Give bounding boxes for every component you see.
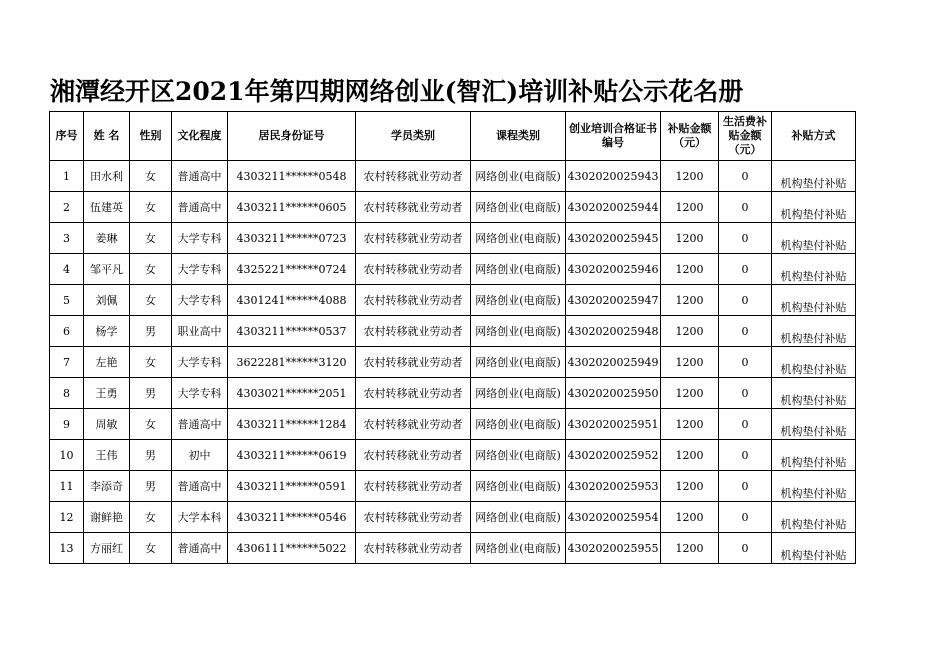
cell-id-number: 4303211******0723 <box>228 223 356 254</box>
cell-student-type: 农村转移就业劳动者 <box>356 161 471 192</box>
header-certificate-number: 创业培训合格证书编号 <box>566 112 661 161</box>
cell-index: 5 <box>50 285 84 316</box>
cell-living-subsidy: 0 <box>719 347 772 378</box>
cell-student-type: 农村转移就业劳动者 <box>356 502 471 533</box>
cell-living-subsidy: 0 <box>719 533 772 564</box>
cell-certificate-number: 4302020025946 <box>566 254 661 285</box>
cell-subsidy-amount: 1200 <box>661 347 719 378</box>
cell-subsidy-amount: 1200 <box>661 409 719 440</box>
cell-id-number: 4301241******4088 <box>228 285 356 316</box>
cell-subsidy-method: 机构垫付补贴 <box>772 316 856 347</box>
cell-index: 1 <box>50 161 84 192</box>
cell-id-number: 4303211******0546 <box>228 502 356 533</box>
cell-living-subsidy: 0 <box>719 223 772 254</box>
cell-education: 大学专科 <box>172 254 228 285</box>
cell-index: 2 <box>50 192 84 223</box>
cell-gender: 女 <box>130 502 172 533</box>
cell-student-type: 农村转移就业劳动者 <box>356 440 471 471</box>
cell-index: 11 <box>50 471 84 502</box>
header-subsidy-amount: 补贴金额（元） <box>661 112 719 161</box>
cell-id-number: 4303211******0591 <box>228 471 356 502</box>
cell-student-type: 农村转移就业劳动者 <box>356 223 471 254</box>
cell-education: 大学本科 <box>172 502 228 533</box>
roster-table <box>49 111 856 564</box>
cell-gender: 女 <box>130 161 172 192</box>
table-row <box>50 254 856 285</box>
cell-certificate-number: 4302020025952 <box>566 440 661 471</box>
cell-course-type: 网络创业(电商版) <box>471 254 566 285</box>
cell-living-subsidy: 0 <box>719 254 772 285</box>
cell-certificate-number: 4302020025955 <box>566 533 661 564</box>
cell-id-number: 4303211******0537 <box>228 316 356 347</box>
cell-student-type: 农村转移就业劳动者 <box>356 285 471 316</box>
cell-id-number: 4303021******2051 <box>228 378 356 409</box>
header-id-number: 居民身份证号 <box>228 112 356 161</box>
cell-living-subsidy: 0 <box>719 502 772 533</box>
table-row <box>50 285 856 316</box>
cell-subsidy-method: 机构垫付补贴 <box>772 409 856 440</box>
cell-education: 大学专科 <box>172 223 228 254</box>
cell-index: 6 <box>50 316 84 347</box>
cell-course-type: 网络创业(电商版) <box>471 347 566 378</box>
cell-course-type: 网络创业(电商版) <box>471 223 566 254</box>
cell-name: 王勇 <box>84 378 130 409</box>
cell-subsidy-amount: 1200 <box>661 192 719 223</box>
cell-education: 普通高中 <box>172 471 228 502</box>
cell-subsidy-method: 机构垫付补贴 <box>772 192 856 223</box>
cell-education: 大学专科 <box>172 347 228 378</box>
cell-gender: 男 <box>130 440 172 471</box>
cell-index: 8 <box>50 378 84 409</box>
cell-course-type: 网络创业(电商版) <box>471 378 566 409</box>
cell-education: 普通高中 <box>172 192 228 223</box>
cell-index: 10 <box>50 440 84 471</box>
cell-gender: 女 <box>130 254 172 285</box>
cell-course-type: 网络创业(电商版) <box>471 161 566 192</box>
cell-subsidy-amount: 1200 <box>661 440 719 471</box>
cell-education: 普通高中 <box>172 409 228 440</box>
cell-gender: 女 <box>130 533 172 564</box>
cell-course-type: 网络创业(电商版) <box>471 316 566 347</box>
cell-subsidy-method: 机构垫付补贴 <box>772 254 856 285</box>
header-education: 文化程度 <box>172 112 228 161</box>
cell-living-subsidy: 0 <box>719 316 772 347</box>
header-row <box>50 112 856 161</box>
cell-student-type: 农村转移就业劳动者 <box>356 471 471 502</box>
cell-name: 周敏 <box>84 409 130 440</box>
cell-student-type: 农村转移就业劳动者 <box>356 533 471 564</box>
header-subsidy-method: 补贴方式 <box>772 112 856 161</box>
cell-gender: 女 <box>130 192 172 223</box>
cell-course-type: 网络创业(电商版) <box>471 471 566 502</box>
cell-education: 大学专科 <box>172 378 228 409</box>
cell-living-subsidy: 0 <box>719 409 772 440</box>
cell-index: 12 <box>50 502 84 533</box>
cell-living-subsidy: 0 <box>719 440 772 471</box>
cell-subsidy-method: 机构垫付补贴 <box>772 502 856 533</box>
table-row <box>50 533 856 564</box>
cell-education: 职业高中 <box>172 316 228 347</box>
cell-student-type: 农村转移就业劳动者 <box>356 192 471 223</box>
cell-name: 王伟 <box>84 440 130 471</box>
cell-subsidy-amount: 1200 <box>661 471 719 502</box>
cell-id-number: 4303211******1284 <box>228 409 356 440</box>
cell-id-number: 4306111******5022 <box>228 533 356 564</box>
cell-certificate-number: 4302020025953 <box>566 471 661 502</box>
cell-living-subsidy: 0 <box>719 471 772 502</box>
roster-body <box>50 161 856 564</box>
cell-name: 李添奇 <box>84 471 130 502</box>
cell-id-number: 4303211******0605 <box>228 192 356 223</box>
cell-course-type: 网络创业(电商版) <box>471 409 566 440</box>
table-row <box>50 192 856 223</box>
cell-living-subsidy: 0 <box>719 378 772 409</box>
cell-subsidy-method: 机构垫付补贴 <box>772 285 856 316</box>
header-index: 序号 <box>50 112 84 161</box>
cell-name: 杨学 <box>84 316 130 347</box>
cell-index: 3 <box>50 223 84 254</box>
cell-id-number: 4303211******0619 <box>228 440 356 471</box>
header-name: 姓 名 <box>84 112 130 161</box>
cell-subsidy-amount: 1200 <box>661 254 719 285</box>
table-row <box>50 502 856 533</box>
header-living-subsidy: 生活费补贴金额（元） <box>719 112 772 161</box>
cell-name: 姜琳 <box>84 223 130 254</box>
cell-certificate-number: 4302020025944 <box>566 192 661 223</box>
cell-certificate-number: 4302020025954 <box>566 502 661 533</box>
table-row <box>50 440 856 471</box>
cell-subsidy-method: 机构垫付补贴 <box>772 223 856 254</box>
cell-certificate-number: 4302020025945 <box>566 223 661 254</box>
cell-student-type: 农村转移就业劳动者 <box>356 378 471 409</box>
cell-subsidy-amount: 1200 <box>661 316 719 347</box>
cell-subsidy-amount: 1200 <box>661 161 719 192</box>
cell-subsidy-method: 机构垫付补贴 <box>772 161 856 192</box>
cell-gender: 女 <box>130 223 172 254</box>
cell-subsidy-method: 机构垫付补贴 <box>772 533 856 564</box>
cell-course-type: 网络创业(电商版) <box>471 440 566 471</box>
cell-education: 初中 <box>172 440 228 471</box>
cell-gender: 男 <box>130 316 172 347</box>
table-row <box>50 378 856 409</box>
table-row <box>50 161 856 192</box>
cell-gender: 女 <box>130 347 172 378</box>
cell-subsidy-amount: 1200 <box>661 533 719 564</box>
cell-certificate-number: 4302020025948 <box>566 316 661 347</box>
cell-course-type: 网络创业(电商版) <box>471 285 566 316</box>
cell-living-subsidy: 0 <box>719 192 772 223</box>
cell-student-type: 农村转移就业劳动者 <box>356 316 471 347</box>
cell-certificate-number: 4302020025950 <box>566 378 661 409</box>
cell-name: 方丽红 <box>84 533 130 564</box>
cell-course-type: 网络创业(电商版) <box>471 192 566 223</box>
cell-id-number: 4325221******0724 <box>228 254 356 285</box>
table-row <box>50 316 856 347</box>
cell-name: 田水利 <box>84 161 130 192</box>
cell-name: 左艳 <box>84 347 130 378</box>
cell-subsidy-amount: 1200 <box>661 378 719 409</box>
page-title: 湘潭经开区2021年第四期网络创业(智汇)培训补贴公示花名册 <box>50 77 744 106</box>
cell-gender: 女 <box>130 285 172 316</box>
cell-education: 普通高中 <box>172 161 228 192</box>
cell-name: 伍建英 <box>84 192 130 223</box>
table-row <box>50 223 856 254</box>
cell-subsidy-method: 机构垫付补贴 <box>772 378 856 409</box>
cell-index: 13 <box>50 533 84 564</box>
cell-gender: 女 <box>130 409 172 440</box>
table-row <box>50 347 856 378</box>
cell-subsidy-method: 机构垫付补贴 <box>772 471 856 502</box>
cell-certificate-number: 4302020025949 <box>566 347 661 378</box>
cell-subsidy-amount: 1200 <box>661 223 719 254</box>
cell-id-number: 4303211******0548 <box>228 161 356 192</box>
cell-living-subsidy: 0 <box>719 285 772 316</box>
cell-certificate-number: 4302020025951 <box>566 409 661 440</box>
header-course-type: 课程类别 <box>471 112 566 161</box>
cell-gender: 男 <box>130 378 172 409</box>
header-gender: 性别 <box>130 112 172 161</box>
cell-index: 4 <box>50 254 84 285</box>
cell-index: 9 <box>50 409 84 440</box>
header-student-type: 学员类别 <box>356 112 471 161</box>
cell-subsidy-amount: 1200 <box>661 502 719 533</box>
cell-id-number: 3622281******3120 <box>228 347 356 378</box>
cell-name: 刘佩 <box>84 285 130 316</box>
cell-course-type: 网络创业(电商版) <box>471 502 566 533</box>
cell-name: 谢鲜艳 <box>84 502 130 533</box>
cell-subsidy-method: 机构垫付补贴 <box>772 347 856 378</box>
cell-student-type: 农村转移就业劳动者 <box>356 409 471 440</box>
cell-education: 普通高中 <box>172 533 228 564</box>
cell-gender: 男 <box>130 471 172 502</box>
cell-subsidy-method: 机构垫付补贴 <box>772 440 856 471</box>
cell-education: 大学专科 <box>172 285 228 316</box>
cell-subsidy-amount: 1200 <box>661 285 719 316</box>
cell-index: 7 <box>50 347 84 378</box>
cell-name: 邹平凡 <box>84 254 130 285</box>
cell-certificate-number: 4302020025943 <box>566 161 661 192</box>
cell-living-subsidy: 0 <box>719 161 772 192</box>
table-row <box>50 409 856 440</box>
cell-certificate-number: 4302020025947 <box>566 285 661 316</box>
cell-student-type: 农村转移就业劳动者 <box>356 347 471 378</box>
table-row <box>50 471 856 502</box>
cell-student-type: 农村转移就业劳动者 <box>356 254 471 285</box>
cell-course-type: 网络创业(电商版) <box>471 533 566 564</box>
